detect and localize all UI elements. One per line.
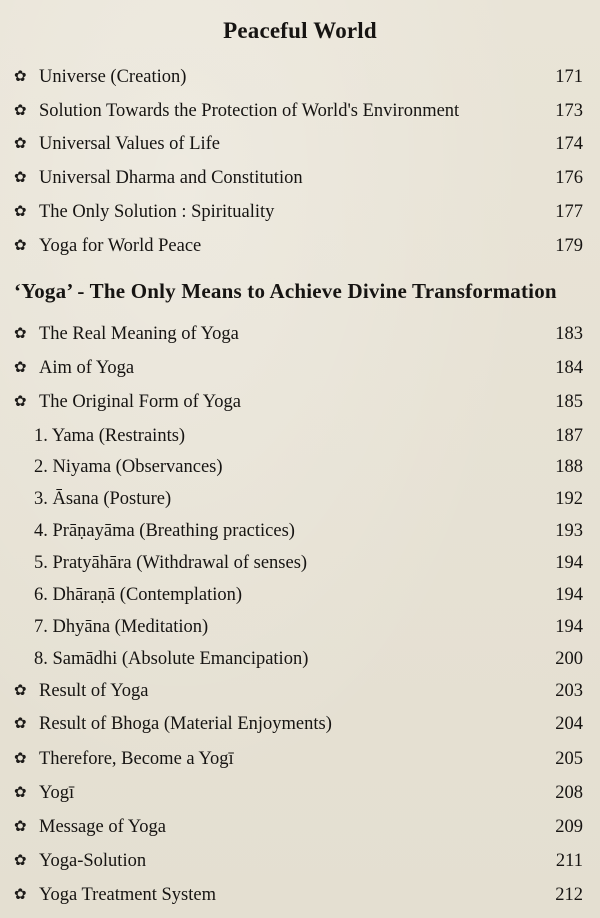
toc-entry	[14, 231, 583, 261]
flower-bullet-icon: ✿	[14, 853, 27, 869]
entry-page-number: 188	[555, 457, 583, 477]
section-heading-yoga: ‘Yoga’ - The Only Means to Achieve Divine Transformation	[14, 279, 557, 303]
flower-bullet-icon: ✿	[14, 204, 27, 220]
entry-title: 6. Dhāraṇā (Contemplation)	[34, 585, 243, 605]
entry-page-number: 194	[555, 553, 583, 573]
entry-title: Yoga for World Peace	[39, 236, 202, 256]
toc-entry	[14, 387, 583, 417]
toc-entry	[14, 676, 583, 706]
toc-subentry	[14, 548, 583, 578]
entry-page-number: 193	[555, 521, 583, 541]
entry-page-number: 177	[555, 202, 583, 222]
entry-page-number: 174	[555, 134, 583, 154]
entry-title: 5. Pratyāhāra (Withdrawal of senses)	[34, 553, 308, 573]
entry-title: Message of Yoga	[39, 817, 166, 837]
entry-page-number: 194	[555, 617, 583, 637]
entry-title: Universal Dharma and Constitution	[39, 168, 303, 188]
entry-title: Yoga Treatment System	[39, 885, 216, 905]
flower-bullet-icon: ✿	[14, 716, 27, 732]
toc-entry	[14, 880, 583, 910]
flower-bullet-icon: ✿	[14, 69, 27, 85]
flower-bullet-icon: ✿	[14, 394, 27, 410]
entry-title: 8. Samādhi (Absolute Emancipation)	[34, 649, 309, 669]
toc-entry	[14, 96, 583, 126]
toc-subentry	[14, 612, 583, 642]
toc-subentry	[14, 421, 583, 451]
flower-bullet-icon: ✿	[14, 785, 27, 801]
toc-entry	[14, 129, 583, 159]
entry-page-number: 184	[555, 358, 583, 378]
toc-entry	[14, 62, 583, 92]
entry-title: 7. Dhyāna (Meditation)	[34, 617, 209, 637]
entry-page-number: 185	[555, 392, 583, 412]
flower-bullet-icon: ✿	[14, 170, 27, 186]
flower-bullet-icon: ✿	[14, 683, 27, 699]
toc-subentry	[14, 580, 583, 610]
toc-entry	[14, 709, 583, 739]
entry-page-number: 204	[555, 714, 583, 734]
entry-title: 3. Āsana (Posture)	[34, 489, 172, 509]
flower-bullet-icon: ✿	[14, 887, 27, 903]
toc-subentry	[14, 516, 583, 546]
entry-page-number: 205	[555, 749, 583, 769]
toc-entry	[14, 812, 583, 842]
entry-title: Universal Values of Life	[39, 134, 221, 154]
toc-subentry	[14, 644, 583, 674]
flower-bullet-icon: ✿	[14, 136, 27, 152]
entry-page-number: 209	[555, 817, 583, 837]
flower-bullet-icon: ✿	[14, 103, 27, 119]
entry-title: Result of Yoga	[39, 681, 149, 701]
entry-title: The Only Solution : Spirituality	[39, 202, 275, 222]
entry-page-number: 173	[555, 101, 583, 121]
toc-entry	[14, 319, 583, 349]
entry-title: Solution Towards the Protection of World's Environment	[39, 101, 460, 121]
flower-bullet-icon: ✿	[14, 751, 27, 767]
entry-title: Universe (Creation)	[39, 67, 187, 87]
entry-page-number: 212	[555, 885, 583, 905]
entry-page-number: 192	[555, 489, 583, 509]
entry-title: The Original Form of Yoga	[39, 392, 241, 412]
toc-entry	[14, 163, 583, 193]
entry-page-number: 187	[555, 426, 583, 446]
entry-title: Aim of Yoga	[39, 358, 135, 378]
entry-title: Yoga-Solution	[39, 851, 147, 871]
entry-title: 2. Niyama (Observances)	[34, 457, 223, 477]
toc-entry	[14, 353, 583, 383]
entry-page-number: 171	[555, 67, 583, 87]
entry-page-number: 183	[555, 324, 583, 344]
entry-page-number: 211	[555, 851, 583, 871]
flower-bullet-icon: ✿	[14, 360, 27, 376]
entry-title: 4. Prāṇayāma (Breathing practices)	[34, 521, 295, 541]
toc-entry	[14, 197, 583, 227]
flower-bullet-icon: ✿	[14, 238, 27, 254]
entry-title: Yogī	[39, 783, 75, 803]
entry-page-number: 176	[555, 168, 583, 188]
toc-entry	[14, 846, 583, 876]
toc-subentry	[14, 452, 583, 482]
entry-title: Therefore, Become a Yogī	[39, 749, 234, 769]
flower-bullet-icon: ✿	[14, 326, 27, 342]
entry-page-number: 194	[555, 585, 583, 605]
entry-page-number: 203	[555, 681, 583, 701]
entry-title: 1. Yama (Restraints)	[34, 426, 186, 446]
entry-title: The Real Meaning of Yoga	[39, 324, 239, 344]
flower-bullet-icon: ✿	[14, 819, 27, 835]
entry-page-number: 179	[555, 236, 583, 256]
entry-page-number: 200	[555, 649, 583, 669]
toc-entry	[14, 744, 583, 774]
entry-page-number: 208	[555, 783, 583, 803]
toc-subentry	[14, 484, 583, 514]
toc-entry	[14, 778, 583, 808]
section-heading-peaceful-world: Peaceful World	[223, 18, 377, 43]
entry-title: Result of Bhoga (Material Enjoyments)	[39, 714, 332, 734]
